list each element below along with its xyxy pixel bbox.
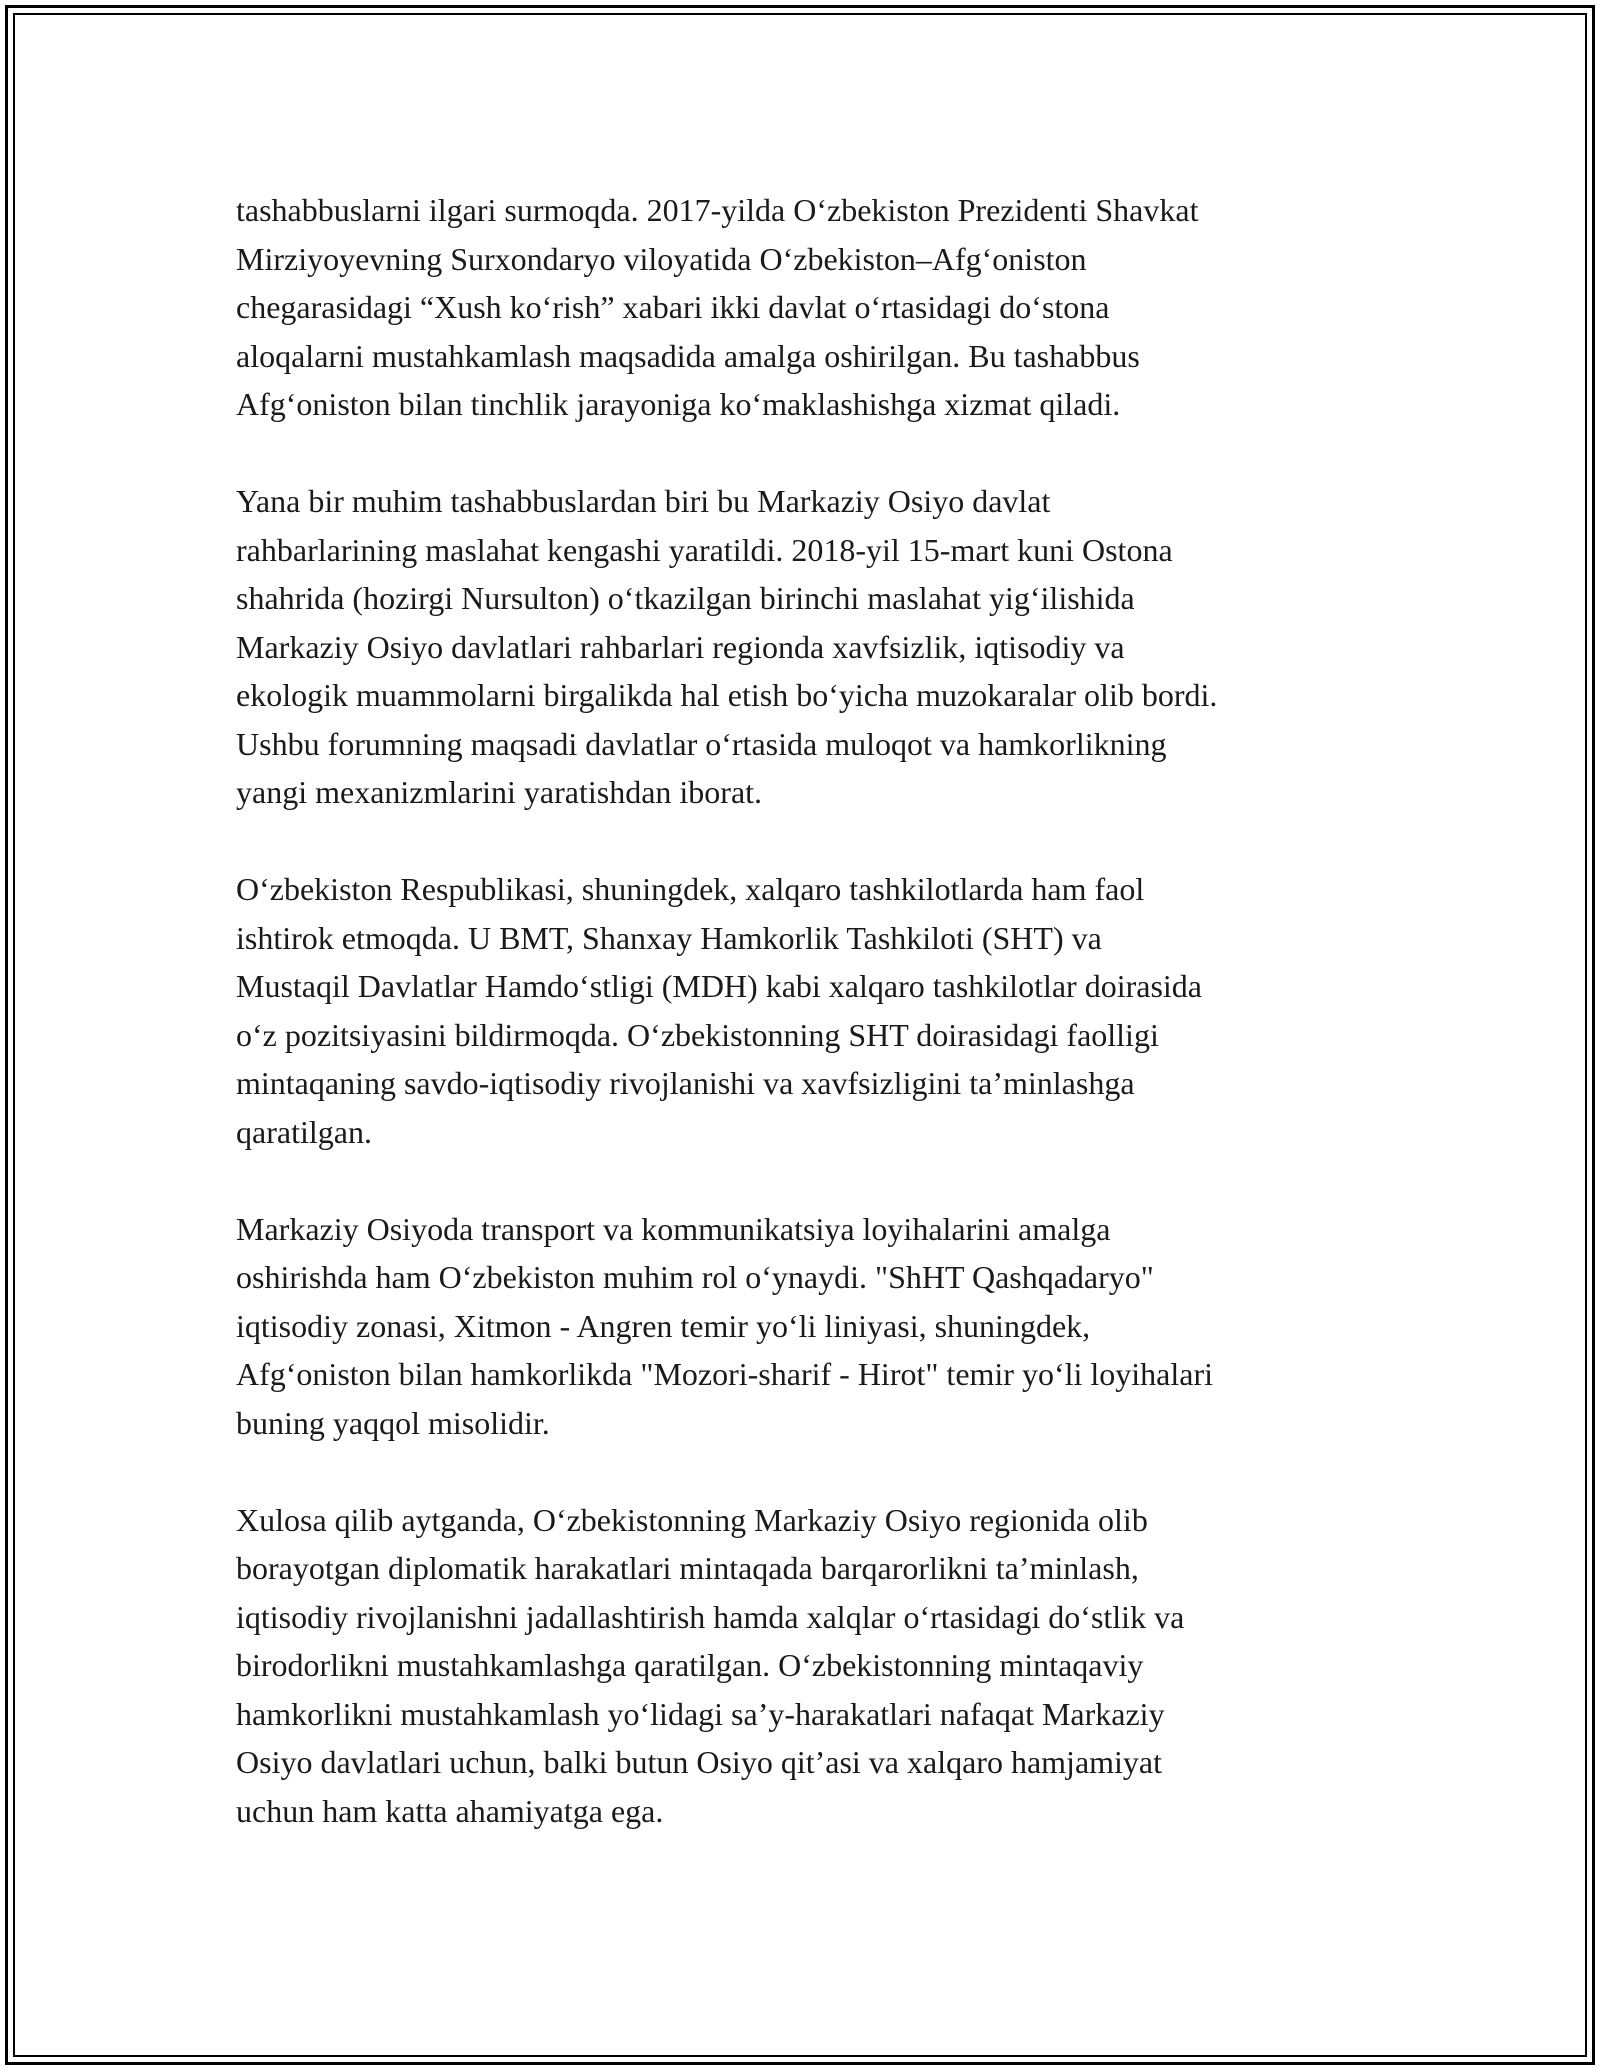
- text-line: hamkorlikni mustahkamlash yo‘lidagi sa’y-harakatlari nafaqat Markaziy: [236, 1695, 1165, 1732]
- paragraph-3: [236, 865, 1376, 1156]
- paragraph-1: [236, 186, 1376, 429]
- text-line: Ushbu forumning maqsadi davlatlar o‘rtasida muloqot va hamkorlikning: [236, 725, 1167, 762]
- text-line: uchun ham katta ahamiyatga ega.: [236, 1792, 664, 1829]
- document-body: [236, 186, 1376, 1884]
- text-line: Mustaqil Davlatlar Hamdo‘stligi (MDH) kabi xalqaro tashkilotlar doirasida: [236, 968, 1202, 1004]
- text-line: yangi mexanizmlarini yaratishdan iborat.: [236, 774, 763, 810]
- text-line: Markaziy Osiyoda transport va kommunikatsiya loyihalarini amalga: [236, 1210, 1111, 1247]
- text-line: Xulosa qilib aytganda, O‘zbekistonning Markaziy Osiyo regionida olib: [236, 1501, 1148, 1538]
- text-line: iqtisodiy rivojlanishni jadallashtirish hamda xalqlar o‘rtasidagi do‘stlik va: [236, 1598, 1185, 1635]
- text-line: ishtirok etmoqda. U BMT, Shanxay Hamkorlik Tashkiloti (SHT) va: [236, 919, 1102, 956]
- paragraph-4: [236, 1205, 1376, 1448]
- paragraph-2: [236, 477, 1376, 817]
- text-line: qaratilgan.: [236, 1113, 372, 1150]
- text-line: Mirziyoyevning Surxondaryo viloyatida O‘zbekiston–Afg‘oniston: [236, 240, 1087, 277]
- text-line: Markaziy Osiyo davlatlari rahbarlari regionda xavfsizlik, iqtisodiy va: [236, 628, 1125, 665]
- paragraph-5: [236, 1496, 1376, 1836]
- text-line: o‘z pozitsiyasini bildirmoqda. O‘zbekistonning SHT doirasidagi faolligi: [236, 1016, 1159, 1053]
- text-line: oshirishda ham O‘zbekiston muhim rol o‘ynaydi. "ShHT Qashqadaryo": [236, 1259, 1154, 1295]
- text-line: ekologik muammolarni birgalikda hal etish bo‘yicha muzokaralar olib bordi.: [236, 677, 1218, 713]
- text-line: chegarasidagi “Xush ko‘rish” xabari ikki davlat o‘rtasidagi do‘stona: [236, 289, 1110, 325]
- text-line: shahrida (hozirgi Nursulton) o‘tkazilgan birinchi maslahat yig‘ilishida: [236, 580, 1135, 616]
- text-line: rahbarlarining maslahat kengashi yaratildi. 2018-yil 15-mart kuni Ostona: [236, 531, 1173, 568]
- text-line: tashabbuslarni ilgari surmoqda. 2017-yilda O‘zbekiston Prezidenti Shavkat: [236, 192, 1199, 228]
- text-line: O‘zbekiston Respublikasi, shuningdek, xalqaro tashkilotlarda ham faol: [236, 871, 1145, 907]
- text-line: birodorlikni mustahkamlashga qaratilgan. O‘zbekistonning mintaqaviy: [236, 1647, 1144, 1683]
- text-line: Afg‘oniston bilan hamkorlikda "Mozori-sharif - Hirot" temir yo‘li loyihalari: [236, 1356, 1214, 1392]
- text-line: borayotgan diplomatik harakatlari mintaqada barqarorlikni ta’minlash,: [236, 1550, 1139, 1586]
- text-line: buning yaqqol misolidir.: [236, 1404, 550, 1441]
- text-line: aloqalarni mustahkamlash maqsadida amalga oshirilgan. Bu tashabbus: [236, 337, 1140, 374]
- text-line: Afg‘oniston bilan tinchlik jarayoniga ko‘maklashishga xizmat qiladi.: [236, 386, 1121, 422]
- text-line: iqtisodiy zonasi, Xitmon - Angren temir yo‘li liniyasi, shuningdek,: [236, 1307, 1091, 1344]
- text-line: Osiyo davlatlari uchun, balki butun Osiyo qit’asi va xalqaro hamjamiyat: [236, 1744, 1163, 1780]
- text-line: Yana bir muhim tashabbuslardan biri bu Markaziy Osiyo davlat: [236, 483, 1051, 519]
- text-line: mintaqaning savdo-iqtisodiy rivojlanishi va xavfsizligini ta’minlashga: [236, 1065, 1135, 1101]
